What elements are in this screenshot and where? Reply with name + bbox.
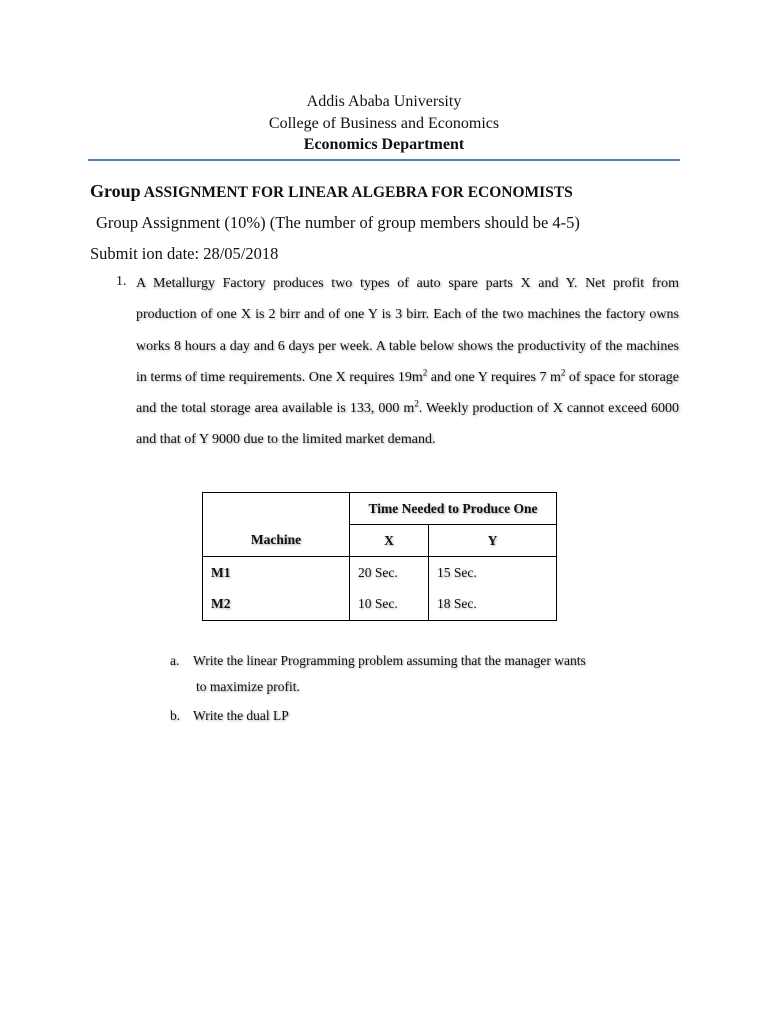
assignment-title — [90, 181, 573, 202]
x-time-cell: 10 Sec. — [350, 589, 429, 621]
superscript-1: 2 — [422, 367, 428, 378]
y-time-cell: 15 Sec. — [429, 557, 557, 589]
question-text — [136, 268, 679, 456]
submission-date: Submit ion date: 28/05/2018 — [90, 244, 279, 263]
col-header-x: X — [350, 525, 429, 557]
question-text-part2: and one Y requires 7 m — [427, 369, 561, 385]
subquestion-b-label: b. — [170, 708, 181, 723]
table-row — [203, 589, 557, 621]
subquestion-a-line2: to maximize profit. — [196, 679, 300, 694]
machine-cell: M1 — [203, 557, 350, 589]
y-time-cell: 18 Sec. — [429, 589, 557, 621]
department-name: Economics Department — [303, 136, 465, 153]
university-name: Addis Ababa University — [306, 93, 462, 110]
title-lead: Group — [90, 181, 141, 201]
question-text-part1: A Metallurgy Factory produces two types of auto spare parts X and Y. Net profit from production of one X is 2 birr and of one Y is 3 birr. Each of the two machines the factory owns works 8 hours a day and 6 days per week. A table below shows the productivity of the machines in terms of time requirements. One X requires 19m — [136, 276, 679, 385]
machine-cell: M2 — [203, 589, 350, 621]
subquestion-b-line1: Write the dual LP — [193, 708, 289, 723]
college-name: College of Business and Economics — [268, 115, 500, 132]
question-number: 1. — [116, 274, 127, 289]
subquestion-a-label: a. — [170, 653, 180, 668]
subquestion-a-line1: Write the linear Programming problem assuming that the manager wants — [193, 653, 586, 668]
superscript-2: 2 — [560, 367, 566, 378]
col-header-y: Y — [429, 525, 557, 557]
assignment-info: Group Assignment (10%) (The number of group members should be 4-5) — [96, 213, 580, 232]
table-corner-cell — [203, 493, 350, 525]
x-time-cell: 20 Sec. — [350, 557, 429, 589]
question-text-part4: . Weekly production of X cannot exceed 6000 and that of Y 9000 due to the limited market demand. — [136, 401, 679, 448]
table-header-row-2 — [203, 525, 557, 557]
table-row — [203, 557, 557, 589]
time-requirements-table — [202, 492, 557, 621]
table-header-row-1 — [203, 493, 557, 525]
col-header-machine: Machine — [203, 525, 350, 557]
superscript-3: 2 — [414, 398, 419, 409]
title-rest: ASSIGNMENT FOR LINEAR ALGEBRA FOR ECONOMISTS — [143, 184, 573, 201]
header-divider — [88, 159, 680, 161]
question-text-part3: of space for storage and the total storage area available is 133, 000 m — [136, 369, 679, 417]
table-group-header: Time Needed to Produce One — [350, 493, 557, 525]
